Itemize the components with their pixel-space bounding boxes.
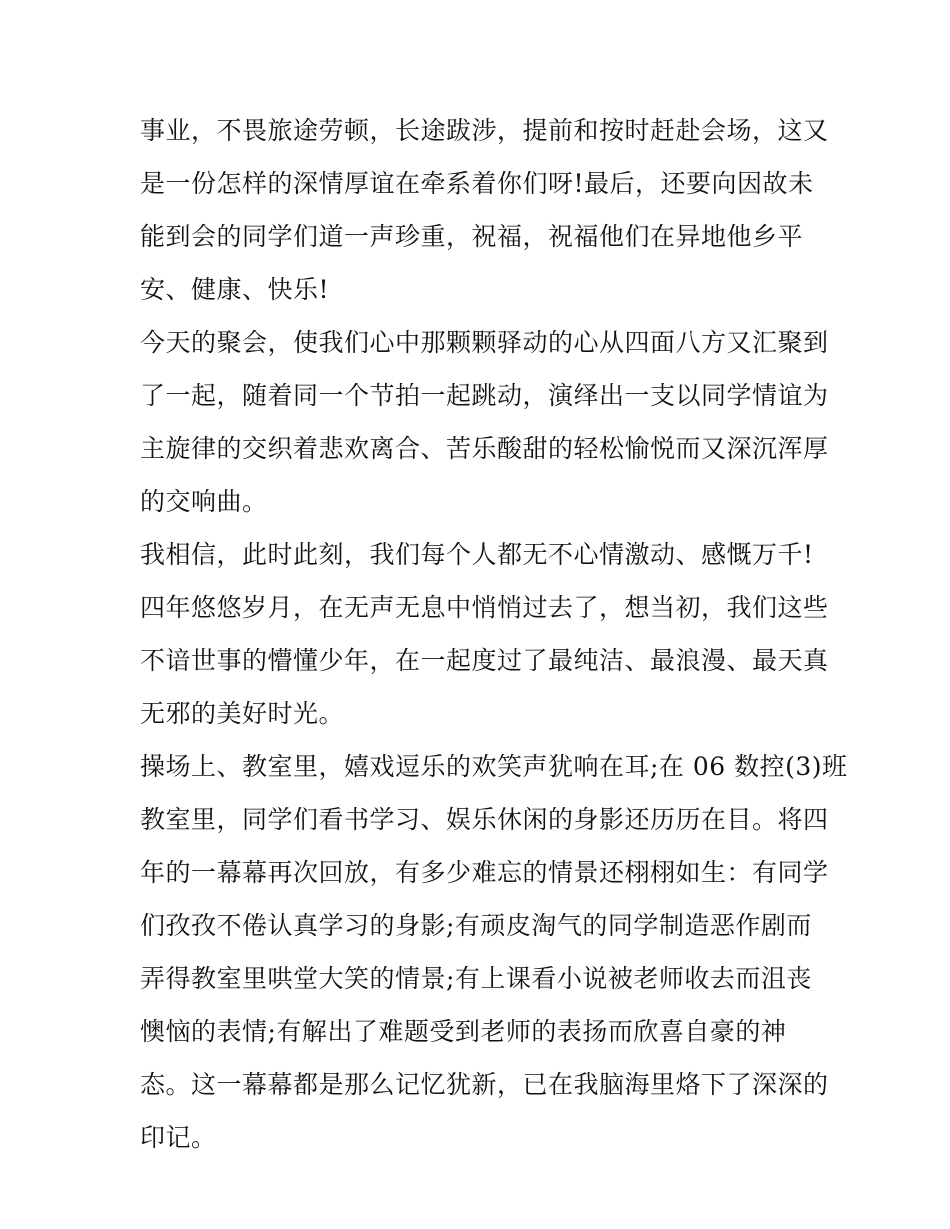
- text-line: 教室里，同学们看书学习、娱乐休闲的身影还历历在目。将四: [140, 805, 829, 834]
- text-line: 态。这一幕幕都是那么记忆犹新，已在我脑海里烙下了深深的: [140, 1070, 829, 1099]
- text-line: 们孜孜不倦认真学习的身影;有顽皮淘气的同学制造恶作剧而: [140, 911, 812, 940]
- document-body: [140, 104, 848, 1164]
- text-line: 懊恼的表情;有解出了难题受到老师的表扬而欣喜自豪的神: [140, 1017, 787, 1046]
- text-line: 事业，不畏旅途劳顿，长途跋涉，提前和按时赶赴会场，这又: [140, 116, 829, 145]
- text-line: 四年悠悠岁月，在无声无息中悄悄过去了，想当初，我们这些: [140, 593, 829, 622]
- text-line: 主旋律的交织着悲欢离合、苦乐酸甜的轻松愉悦而又深沉浑厚: [140, 434, 829, 463]
- text-line: 今天的聚会，使我们心中那颗颗驿动的心从四面八方又汇聚到: [140, 328, 829, 357]
- text-line: 操场上、教室里，嬉戏逗乐的欢笑声犹响在耳;在 06 数控(3)班: [140, 752, 848, 781]
- text-line: 印记。: [140, 1123, 217, 1152]
- text-line: 无邪的美好时光。: [140, 699, 345, 728]
- text-line: 安、健康、快乐!: [140, 275, 330, 304]
- text-line: 是一份怎样的深情厚谊在牵系着你们呀!最后，还要向因故未: [140, 169, 814, 198]
- text-line: 不谙世事的懵懂少年，在一起度过了最纯洁、最浪漫、最天真: [140, 646, 829, 675]
- text-line: 能到会的同学们道一声珍重，祝福，祝福他们在异地他乡平: [140, 222, 804, 251]
- text-line: 弄得教室里哄堂大笑的情景;有上课看小说被老师收去而沮丧: [140, 964, 812, 993]
- text-line: 年的一幕幕再次回放，有多少难忘的情景还栩栩如生：有同学: [140, 858, 829, 887]
- text-line: 了一起，随着同一个节拍一起跳动，演绎出一支以同学情谊为: [140, 381, 829, 410]
- text-line: 我相信，此时此刻，我们每个人都无不心情激动、感慨万千!: [140, 540, 814, 569]
- text-line: 的交响曲。: [140, 487, 268, 516]
